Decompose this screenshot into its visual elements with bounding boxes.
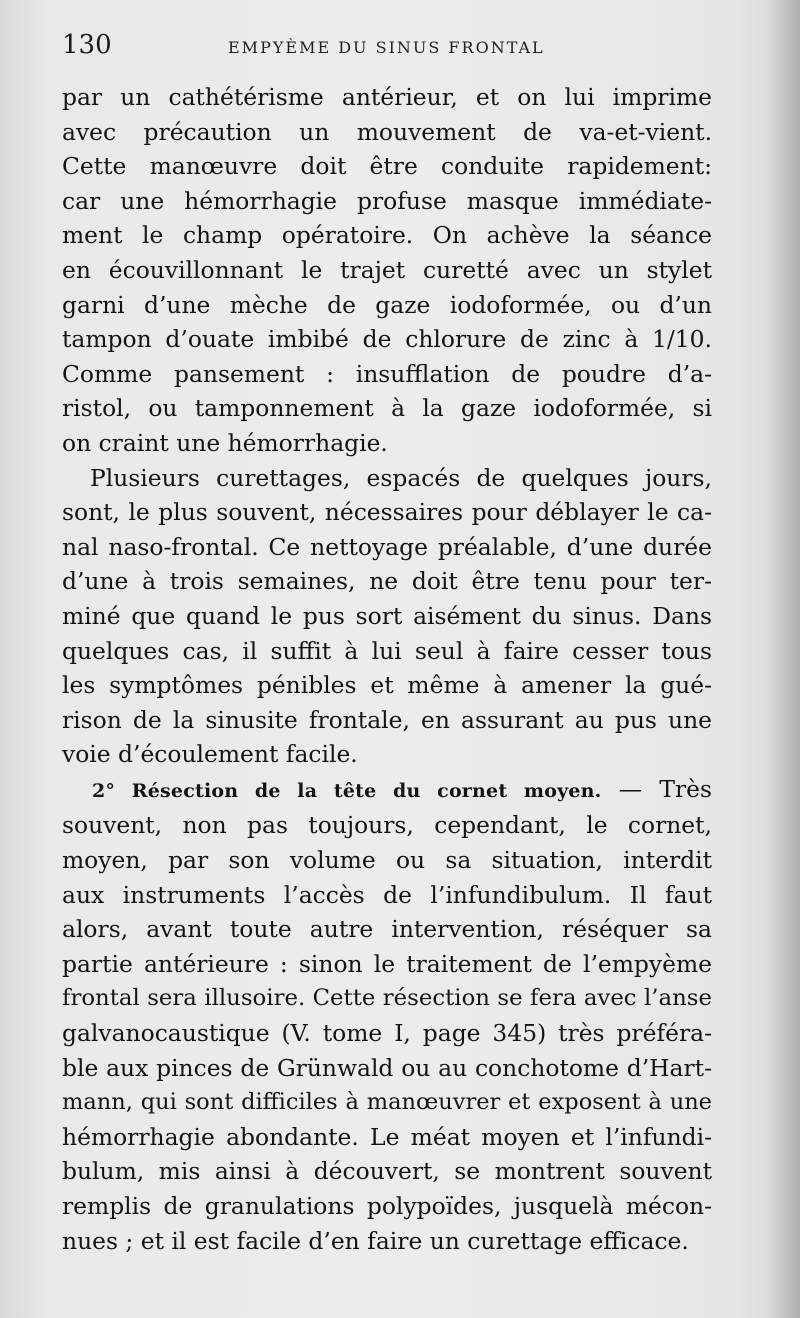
text-line: d’une à trois semaines, ne doit être tenu pour ter-	[62, 567, 712, 596]
text-line: remplis de granulations polypoïdes, jusquelà mécon-	[62, 1192, 712, 1220]
text-line: ristol, ou tamponnement à la gaze iodoformée, si	[62, 394, 712, 423]
text-line: sont, le plus souvent, nécessaires pour déblayer le ca-	[62, 498, 712, 527]
text-line: ment le champ opératoire. On achève la séance	[62, 221, 712, 250]
section-heading-line	[62, 772, 712, 809]
text-line: partie antérieure : sinon le traitement de l’empyème	[62, 949, 712, 978]
text-line: ble aux pinces de Grünwald ou au conchotome d’Hart-	[62, 1053, 712, 1082]
text-line: frontal sera illusoire. Cette résection se fera avec l’anse	[62, 985, 712, 1012]
text-line: moyen, par son volume ou sa situation, interdit	[62, 846, 712, 875]
section-title: 2° Résection de la tête du cornet moyen.	[92, 779, 602, 802]
text-line: nal naso-frontal. Ce nettoyage préalable, d’une durée	[62, 532, 712, 561]
text-line: voie d’écoulement facile.	[62, 740, 358, 769]
text-line: on craint une hémorrhagie.	[62, 428, 388, 457]
text-line: rison de la sinusite frontale, en assurant au pus une	[62, 705, 712, 734]
section-heading-rest: — Très	[601, 774, 712, 803]
text-line: par un cathétérisme antérieur, et on lui imprime	[62, 83, 712, 111]
text-line: Plusieurs curettages, espacés de quelques jours,	[90, 463, 712, 492]
body-text	[62, 80, 712, 1258]
text-line: Comme pansement : insufflation de poudre d’a-	[62, 359, 712, 388]
text-line: quelques cas, il suffit à lui seul à faire cesser tous	[62, 636, 712, 665]
page-spine-shadow	[766, 0, 800, 1318]
text-line: nues ; et il est facile d’en faire un curettage efficace.	[62, 1226, 689, 1255]
page-number: 130	[62, 30, 112, 60]
text-line: bulum, mis ainsi à découvert, se montrent souvent	[62, 1157, 712, 1186]
text-line: garni d’une mèche de gaze iodoformée, ou d’un	[62, 290, 712, 319]
text-line: en écouvillonnant le trajet curetté avec un stylet	[62, 255, 712, 284]
text-line: mann, qui sont difficiles à manœuvrer et exposent à une	[62, 1089, 712, 1116]
text-line: souvent, non pas toujours, cependant, le cornet,	[62, 811, 712, 840]
text-line: aux instruments l’accès de l’infundibulum. Il faut	[62, 880, 712, 909]
text-line: galvanocaustique (V. tome I, page 345) très préféra-	[62, 1019, 712, 1048]
text-line: miné que quand le pus sort aisément du sinus. Dans	[62, 601, 712, 630]
running-title: EMPYÈME DU SINUS FRONTAL	[228, 38, 545, 57]
text-line: tampon d’ouate imbibé de chlorure de zinc à 1/10.	[62, 325, 712, 354]
text-line: avec précaution un mouvement de va-et-vient.	[62, 117, 712, 146]
text-line: hémorrhagie abondante. Le méat moyen et l’infundi-	[62, 1122, 712, 1151]
text-line: car une hémorrhagie profuse masque immédiate-	[62, 186, 712, 215]
text-line: Cette manœuvre doit être conduite rapidement:	[62, 152, 712, 181]
text-line: alors, avant toute autre intervention, réséquer sa	[62, 915, 712, 944]
text-line: les symptômes pénibles et même à amener la gué-	[62, 671, 712, 700]
